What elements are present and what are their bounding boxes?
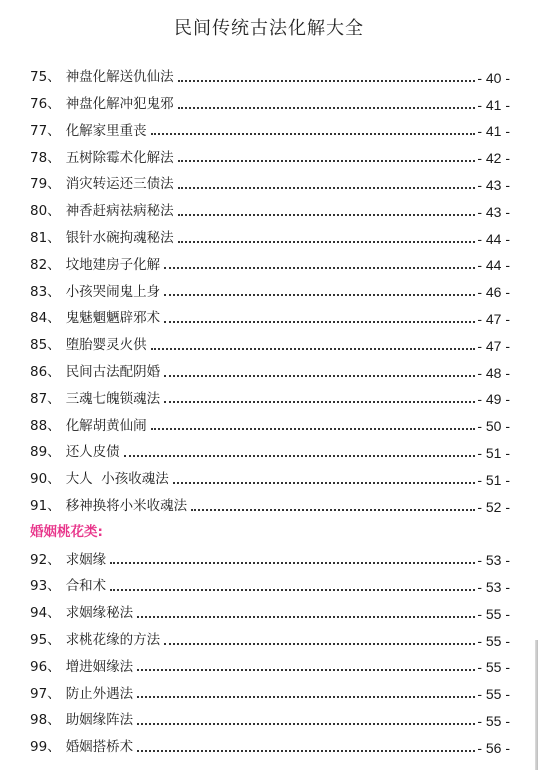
toc-entry-number: 90、 xyxy=(30,471,61,488)
toc-entry-number: 86、 xyxy=(30,364,61,381)
dot-leader xyxy=(164,294,475,296)
dot-leader xyxy=(178,187,476,189)
toc-entry[interactable] xyxy=(30,192,510,219)
toc-entry[interactable] xyxy=(30,621,510,648)
toc-entry-page: - 55 - xyxy=(477,659,510,676)
toc-entry-page: - 40 - xyxy=(477,69,510,86)
toc-entry-number: 84、 xyxy=(30,310,61,327)
toc-entry-number: 77、 xyxy=(30,122,61,139)
toc-entry-title: 防止外遇法 xyxy=(65,685,134,702)
toc-entry[interactable] xyxy=(30,219,510,246)
toc-entry-number: 92、 xyxy=(30,551,61,568)
dot-leader xyxy=(164,401,475,403)
toc-entry-title: 化解胡黄仙闹 xyxy=(65,417,147,434)
toc-entry-number: 85、 xyxy=(30,337,61,354)
toc-entry-number: 82、 xyxy=(30,256,61,273)
dot-leader xyxy=(173,482,476,484)
toc-entry-page: - 55 - xyxy=(477,632,510,649)
toc-entry[interactable] xyxy=(30,138,510,165)
toc-entry-number: 98、 xyxy=(30,712,61,729)
toc-entry-title: 银针水碗拘魂秘法 xyxy=(65,230,174,247)
toc-entry-number: 78、 xyxy=(30,149,61,166)
toc-entry-title: 神盘化解送仇仙法 xyxy=(65,69,174,86)
toc-list-before xyxy=(30,58,510,514)
toc-entry-page: - 53 - xyxy=(477,578,510,595)
toc-entry-title: 化解家里重丧 xyxy=(65,122,147,139)
dot-leader xyxy=(151,348,476,350)
toc-entry-number: 96、 xyxy=(30,658,61,675)
toc-entry[interactable] xyxy=(30,540,510,567)
toc-entry[interactable] xyxy=(30,246,510,273)
toc-entry[interactable] xyxy=(30,165,510,192)
dot-leader xyxy=(178,241,476,243)
toc-entry-title: 助姻缘阵法 xyxy=(65,712,134,729)
dot-leader xyxy=(110,589,475,591)
toc-entry-page: - 47 - xyxy=(477,337,510,354)
dot-leader xyxy=(178,80,476,82)
page-title: 民间传统古法化解大全 xyxy=(174,18,364,39)
toc-entry-title: 求姻缘 xyxy=(65,551,107,568)
toc-entry-title: 小孩哭闹鬼上身 xyxy=(65,283,161,300)
toc-entry-number: 89、 xyxy=(30,444,61,461)
toc-entry-number: 88、 xyxy=(30,417,61,434)
toc-entry[interactable] xyxy=(30,594,510,621)
toc-entry-page: - 47 - xyxy=(477,310,510,327)
dot-leader xyxy=(178,107,476,109)
toc-entry-title: 婚姻搭桥术 xyxy=(65,739,134,756)
dot-leader xyxy=(164,375,475,377)
toc-entry-number: 95、 xyxy=(30,632,61,649)
toc-entry-title: 还人皮债 xyxy=(65,444,120,461)
toc-entry[interactable] xyxy=(30,674,510,701)
toc-entry[interactable] xyxy=(30,728,510,755)
dot-leader xyxy=(178,160,476,162)
toc-entry[interactable] xyxy=(30,567,510,594)
toc-entry[interactable] xyxy=(30,406,510,433)
toc-entry[interactable] xyxy=(30,487,510,514)
toc-entry-page: - 51 - xyxy=(477,444,510,461)
toc-entry-page: - 43 - xyxy=(477,203,510,220)
toc-entry[interactable] xyxy=(30,460,510,487)
toc-entry-page: - 52 - xyxy=(477,498,510,515)
toc-entry-page: - 46 - xyxy=(477,284,510,301)
toc-entry-page: - 56 - xyxy=(477,739,510,756)
section-heading: 婚姻桃花类: xyxy=(30,524,103,541)
toc-entry-number: 79、 xyxy=(30,176,61,193)
toc-entry-title: 坟地建房子化解 xyxy=(65,256,161,273)
toc-entry-title: 民间古法配阴婚 xyxy=(65,364,161,381)
toc-entry-page: - 53 - xyxy=(477,552,510,569)
dot-leader xyxy=(164,321,475,323)
toc-entry-page: - 51 - xyxy=(477,471,510,488)
dot-leader xyxy=(137,750,475,752)
toc-entry-number: 83、 xyxy=(30,283,61,300)
toc-entry[interactable] xyxy=(30,701,510,728)
toc-entry-title: 求桃花缘的方法 xyxy=(65,632,161,649)
toc-entry-title: 增进姻缘法 xyxy=(65,658,134,675)
toc-entry-title: 神盘化解冲犯鬼邪 xyxy=(65,96,174,113)
dot-leader xyxy=(151,428,476,430)
toc-entry[interactable] xyxy=(30,272,510,299)
toc-entry-title: 神香赶病祛病秘法 xyxy=(65,203,174,220)
toc-entry-page: - 44 - xyxy=(477,230,510,247)
toc-entry-page: - 55 - xyxy=(477,686,510,703)
toc-entry-title: 三魂七魄锁魂法 xyxy=(65,390,161,407)
toc-entry-title: 五树除霉术化解法 xyxy=(65,149,174,166)
dot-leader xyxy=(124,455,476,457)
toc-entry-title: 消灾转运还三债法 xyxy=(65,176,174,193)
dot-leader xyxy=(110,562,475,564)
toc-entry[interactable] xyxy=(30,299,510,326)
dot-leader xyxy=(178,214,476,216)
toc-entry[interactable] xyxy=(30,380,510,407)
dot-leader xyxy=(137,723,475,725)
toc-entry[interactable] xyxy=(30,112,510,139)
toc-entry-page: - 50 - xyxy=(477,418,510,435)
toc-entry-page: - 41 - xyxy=(477,96,510,113)
toc-entry-title: 堕胎婴灵火供 xyxy=(65,337,147,354)
toc-entry[interactable] xyxy=(30,433,510,460)
toc-entry-title: 求姻缘秘法 xyxy=(65,605,134,622)
table-of-contents xyxy=(30,58,510,755)
toc-entry[interactable] xyxy=(30,85,510,112)
toc-entry[interactable] xyxy=(30,648,510,675)
toc-entry-number: 75、 xyxy=(30,69,61,86)
toc-entry-page: - 55 - xyxy=(477,712,510,729)
dot-leader xyxy=(151,133,476,135)
toc-entry-page: - 41 - xyxy=(477,123,510,140)
toc-entry-page: - 44 - xyxy=(477,257,510,274)
toc-entry-title: 大人 小孩收魂法 xyxy=(65,471,169,488)
toc-entry[interactable] xyxy=(30,353,510,380)
dot-leader xyxy=(137,669,475,671)
dot-leader xyxy=(137,616,475,618)
toc-entry-number: 99、 xyxy=(30,739,61,756)
toc-entry-page: - 48 - xyxy=(477,364,510,381)
toc-entry-number: 97、 xyxy=(30,685,61,702)
toc-entry-number: 94、 xyxy=(30,605,61,622)
toc-entry-number: 93、 xyxy=(30,578,61,595)
toc-entry-number: 91、 xyxy=(30,498,61,515)
toc-entry-title: 鬼魅魍魉辟邪术 xyxy=(65,310,161,327)
toc-entry[interactable] xyxy=(30,58,510,85)
toc-entry-number: 81、 xyxy=(30,230,61,247)
dot-leader xyxy=(137,696,475,698)
toc-entry-page: - 49 - xyxy=(477,391,510,408)
dot-leader xyxy=(164,267,475,269)
toc-entry-page: - 43 - xyxy=(477,176,510,193)
toc-list-after xyxy=(30,540,510,754)
toc-entry-number: 87、 xyxy=(30,390,61,407)
toc-entry-title: 合和术 xyxy=(65,578,107,595)
dot-leader xyxy=(191,509,475,511)
dot-leader xyxy=(164,643,475,645)
toc-entry-page: - 55 - xyxy=(477,605,510,622)
toc-entry-page: - 42 - xyxy=(477,150,510,167)
toc-entry-number: 76、 xyxy=(30,96,61,113)
toc-entry-number: 80、 xyxy=(30,203,61,220)
toc-entry-title: 移神换将小米收魂法 xyxy=(65,498,188,515)
toc-entry[interactable] xyxy=(30,326,510,353)
